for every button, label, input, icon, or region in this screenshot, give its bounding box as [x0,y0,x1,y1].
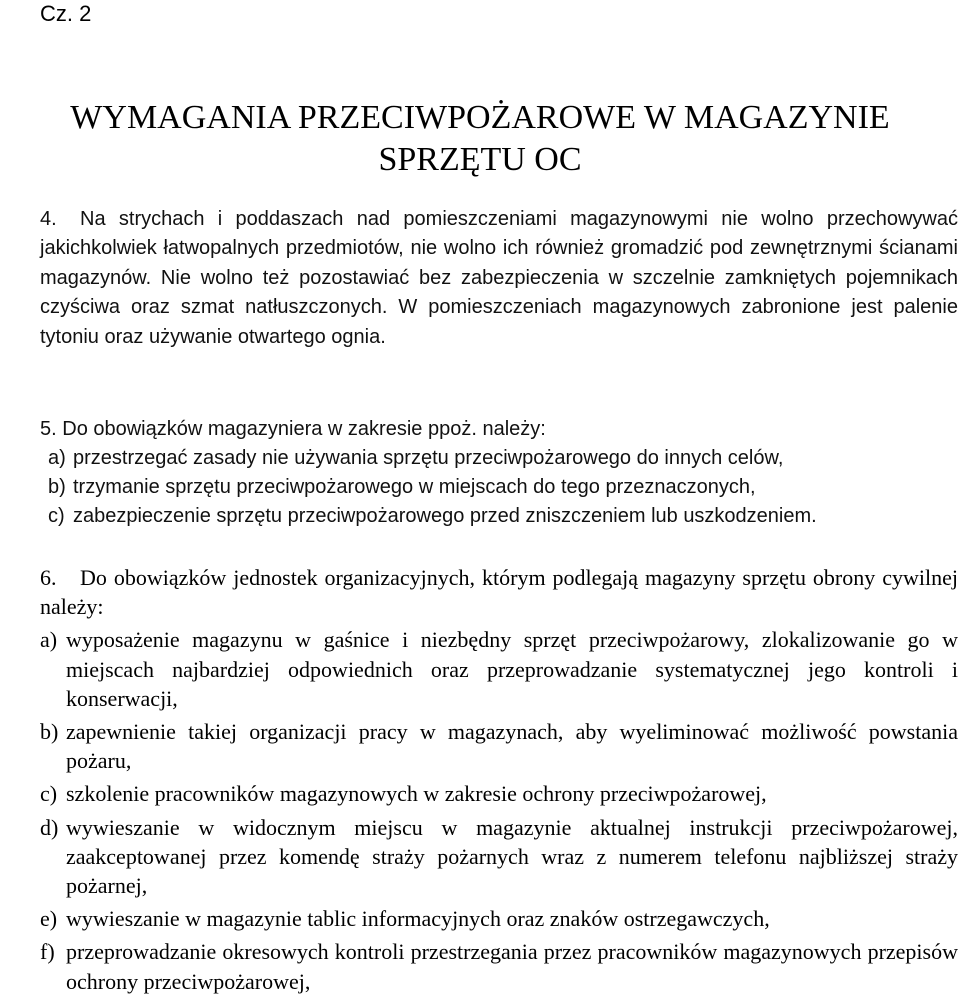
list-item-label: f) [40,939,55,965]
list-item [40,444,958,473]
list-item [40,717,958,775]
section-6-list [40,625,958,995]
list-item-label: a) [40,627,58,653]
list-item-text: wyposażenie magazynu w gaśnice i niezbędny sprzęt przeciwpożarowy, zlokalizowanie go w miejscach najbardziej odpowiednich oraz przeprowadzanie systematycznej jego kontroli i konserwacji, [66,627,958,711]
list-item-text: zapewnienie takiej organizacji pracy w magazynach, aby wyeliminować możliwość powstania pożaru, [66,719,958,774]
list-item-label: a) [48,447,66,469]
section-5-heading [40,415,958,444]
list-item [40,904,958,933]
section-4-number: 4. [40,208,57,230]
section-5-heading-text: Do obowiązków magazyniera w zakresie ppoż. należy: [62,418,546,440]
section-5-number: 5. [40,418,57,440]
list-item-label: b) [48,476,66,498]
list-item-label: e) [40,906,58,932]
list-item-text: trzymanie sprzętu przeciwpożarowego w miejscach do tego przeznaczonych, [73,476,756,498]
list-item [40,779,958,808]
list-item-text: wywieszanie w magazynie tablic informacyjnych oraz znaków ostrzegawczych, [66,906,770,932]
list-item [40,625,958,713]
list-item-text: szkolenie pracowników magazynowych w zakresie ochrony przeciwpożarowej, [66,781,767,807]
section-6 [40,563,958,996]
list-item-text: przestrzegać zasady nie używania sprzętu przeciwpożarowego do innych celów, [73,447,784,469]
section-6-heading [40,563,958,621]
list-item-text: przeprowadzanie okresowych kontroli przestrzegania przez pracowników magazynowych przepisów ochrony przeciwpożarowej, [66,939,958,994]
document-title-line-2: SPRZĘTU OC [378,141,582,178]
page-label: Cz. 2 [40,1,92,26]
section-4-paragraph [40,205,958,352]
list-item [40,813,958,901]
document-title-line-1: WYMAGANIA PRZECIWPOŻAROWE W MAGAZYNIE [70,99,890,136]
list-item-text: zabezpieczenie sprzętu przeciwpożarowego przed zniszczeniem lub uszkodzeniem. [73,505,817,527]
section-6-heading-text: Do obowiązków jednostek organizacyjnych, którym podlegają magazyny sprzętu obrony cywilnej należy: [40,565,958,620]
list-item [40,473,958,502]
list-item-label: c) [48,505,65,527]
list-item-label: c) [40,781,58,807]
section-5 [40,415,958,531]
section-6-number: 6. [40,565,57,590]
list-item-text: wywieszanie w widocznym miejscu w magazynie aktualnej instrukcji przeciwpożarowej, zaakceptowanej przez komendę straży pożarnych wraz z numerem telefonu najbliższej straży pożarnej, [66,814,958,899]
list-item [40,502,958,531]
list-item [40,937,958,995]
list-item-label: b) [40,719,59,745]
list-item-label: d) [40,814,59,840]
section-4-text: Na strychach i poddaszach nad pomieszczeniami magazynowymi nie wolno przechowywać jakichkolwiek łatwopalnych przedmiotów, nie wolno ich również gromadzić pod zewnętrznymi ścianami magazynów. Nie wolno też pozostawiać bez zabezpieczenia w szczelnie zamkniętych pojemnikach czyściwa oraz szmat natłuszczonych. W pomieszczeniach magazynowych zabronione jest palenie tytoniu oraz używanie otwartego ognia. [40,208,958,348]
